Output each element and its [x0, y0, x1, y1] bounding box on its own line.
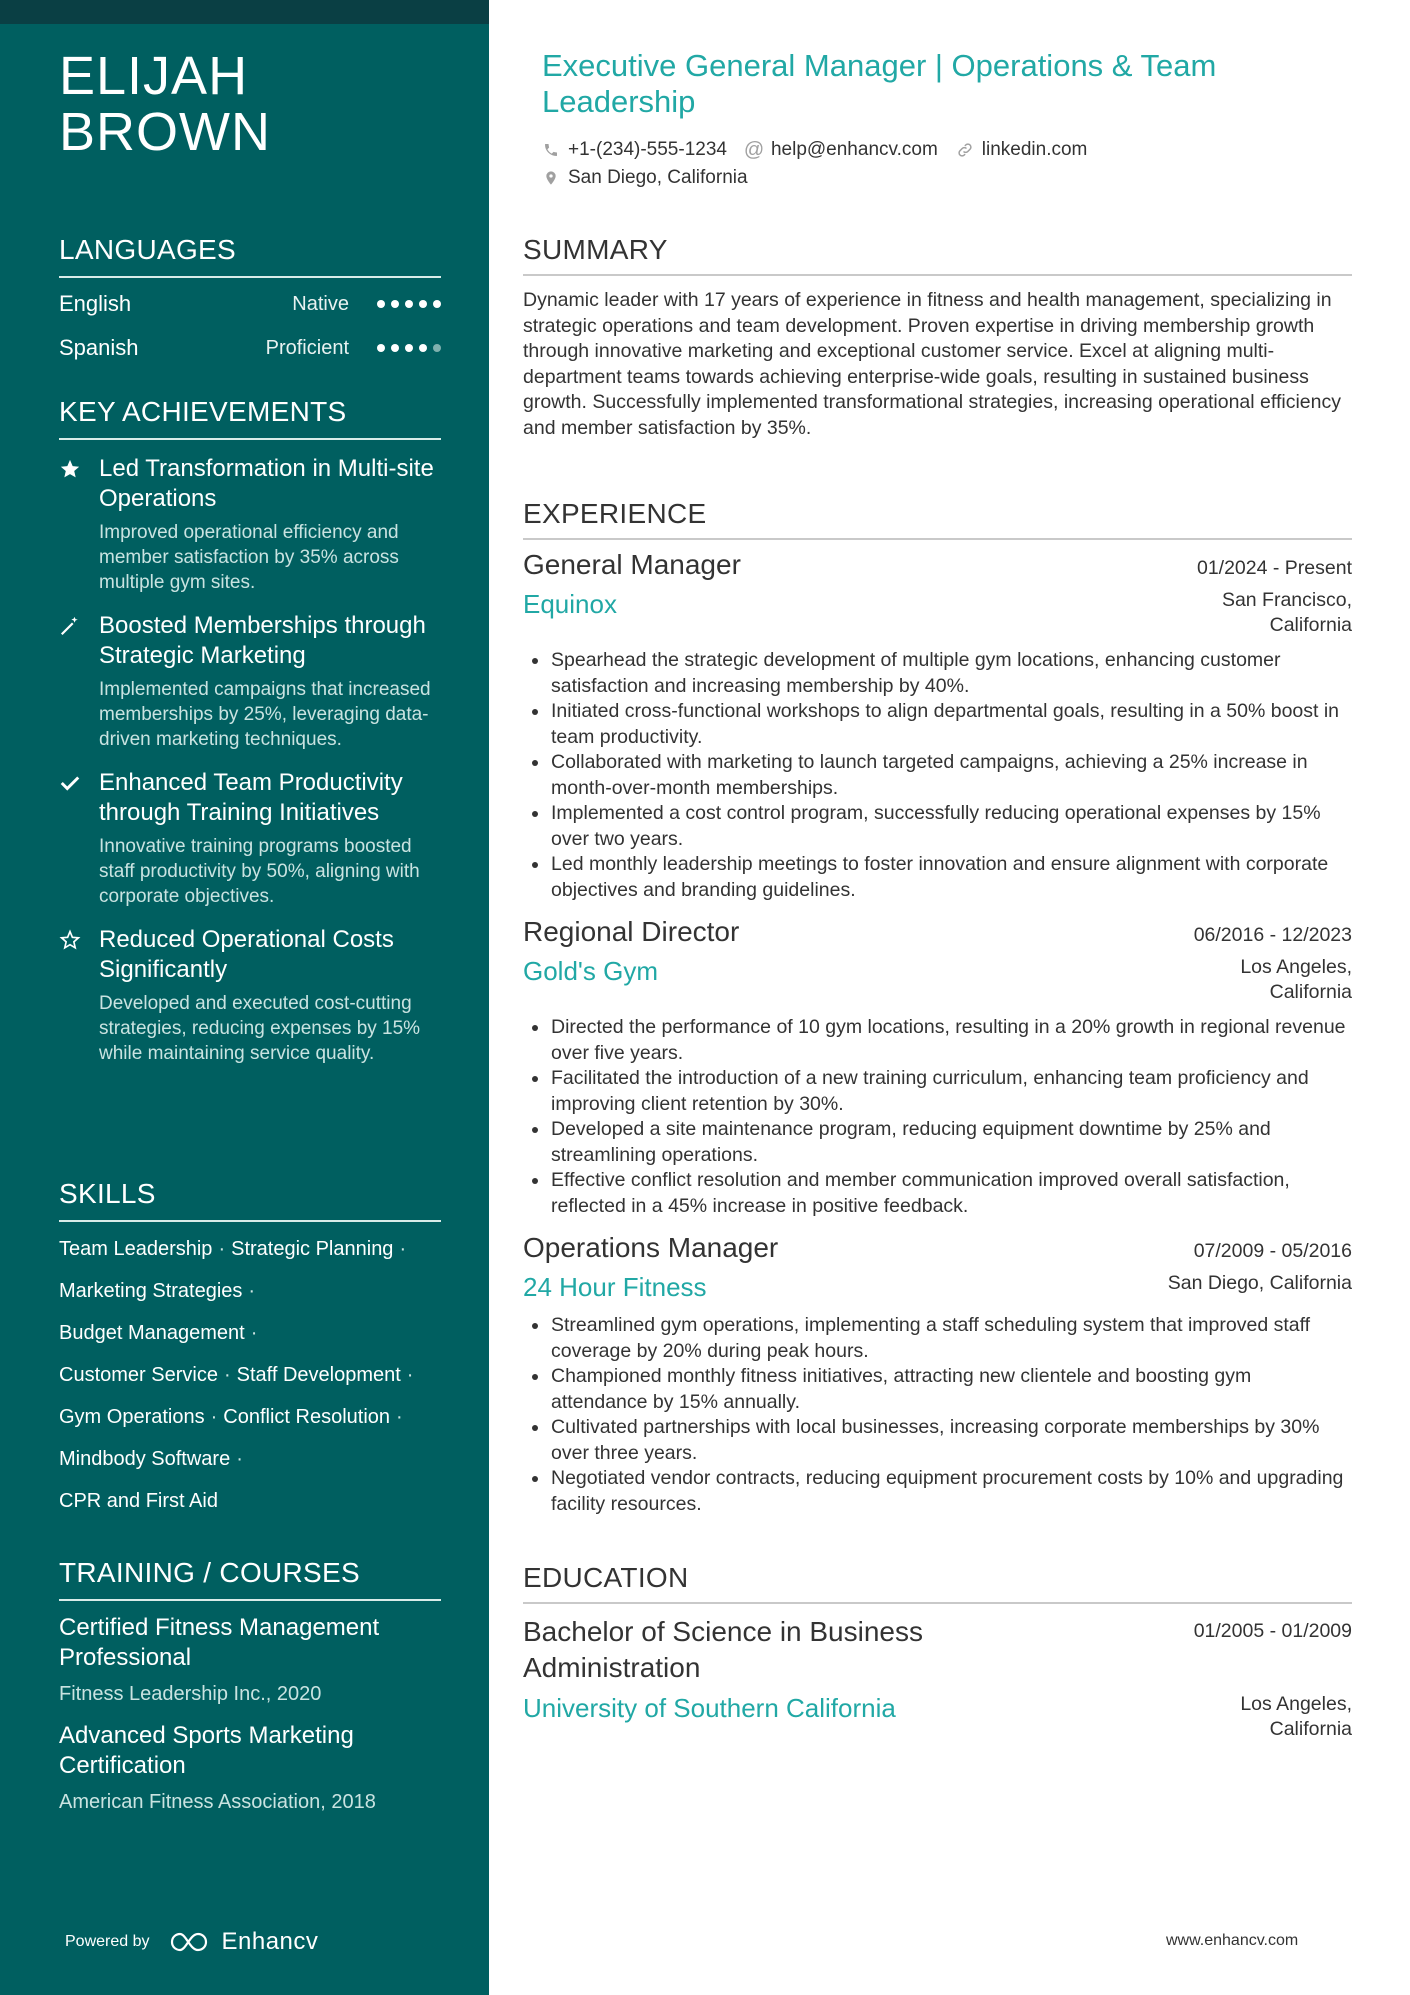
- checkmark-icon: [59, 768, 99, 909]
- language-rating: [377, 344, 441, 352]
- link-icon: [956, 141, 974, 159]
- experience-section: [523, 496, 1352, 1517]
- job-bullet: Developed a site maintenance program, reducing equipment downtime by 25% and streamlining operations.: [523, 1117, 1352, 1168]
- contact-location: [542, 167, 748, 189]
- education-heading: EDUCATION: [523, 1560, 1352, 1604]
- skill-tag: Marketing Strategies: [59, 1280, 243, 1302]
- achievement-title: Enhanced Team Productivity through Training Initiatives: [99, 769, 403, 826]
- magic-wand-icon: [59, 611, 99, 752]
- language-name: Spanish: [59, 335, 139, 360]
- job-bullet: Championed monthly fitness initiatives, attracting new clientele and boosting gym attendance by 15% annually.: [523, 1364, 1352, 1415]
- skill-separator: ·: [399, 1238, 407, 1260]
- skill-tag: Conflict Resolution: [223, 1406, 391, 1428]
- rating-dot: [405, 300, 413, 308]
- star-outline-icon: [59, 925, 99, 1066]
- at-sign-icon: @: [743, 138, 765, 161]
- languages-section: [59, 232, 441, 370]
- job-entry: [523, 915, 1352, 1219]
- location-text: San Diego, California: [568, 167, 748, 188]
- language-level: Proficient: [265, 336, 349, 359]
- job-headline: Executive General Manager | Operations & Team Leadership: [542, 48, 1217, 119]
- rating-dot: [391, 300, 399, 308]
- company-name: 24 Hour Fitness: [523, 1272, 707, 1302]
- skill-separator: ·: [406, 1364, 414, 1386]
- achievement-description: Implemented campaigns that increased memberships by 25%, leveraging data-driven marketing techniques.: [99, 679, 431, 750]
- skill-separator: ·: [223, 1364, 231, 1386]
- phone-text: +1-(234)-555-1234: [568, 139, 727, 160]
- candidate-name: [59, 48, 439, 160]
- job-bullet: Directed the performance of 10 gym locations, resulting in a 20% growth in regional revenue over five years.: [523, 1015, 1352, 1066]
- skill-tag: CPR and First Aid: [59, 1490, 218, 1512]
- achievement-title: Led Transformation in Multi-site Operations: [99, 455, 434, 512]
- skill-separator: ·: [250, 1322, 258, 1344]
- language-name: English: [59, 291, 132, 316]
- course-item: [59, 1613, 441, 1707]
- sidebar: [0, 0, 489, 1995]
- company-name: Equinox: [523, 589, 617, 619]
- rating-dot: [377, 344, 385, 352]
- language-rating: [377, 300, 441, 308]
- course-provider: American Fitness Association, 2018: [59, 1791, 376, 1813]
- skill-separator: ·: [396, 1406, 403, 1428]
- job-date: 07/2009 - 05/2016: [1193, 1240, 1352, 1262]
- achievement-item: [59, 454, 441, 595]
- education-location: Los Angeles, California: [1240, 1693, 1352, 1740]
- skill-tag: Mindbody Software: [59, 1448, 231, 1470]
- skill-row: [59, 1438, 441, 1480]
- course-title: Advanced Sports Marketing Certification: [59, 1722, 354, 1779]
- skills-heading: SKILLS: [59, 1176, 441, 1222]
- education-date: 01/2005 - 01/2009: [1193, 1620, 1352, 1642]
- enhancv-logo-icon: [170, 1931, 214, 1953]
- job-bullets: [523, 1313, 1352, 1517]
- skill-tag: Staff Development: [236, 1364, 401, 1386]
- job-bullet: Effective conflict resolution and member communication improved overall satisfaction, reflected in a 45% increase in positive feedback.: [523, 1168, 1352, 1219]
- rating-dot: [405, 344, 413, 352]
- skill-row: [59, 1396, 441, 1438]
- contact-link[interactable]: [956, 139, 1088, 161]
- job-title: Regional Director: [523, 916, 740, 947]
- achievement-description: Improved operational efficiency and member satisfaction by 35% across multiple gym sites.: [99, 522, 399, 593]
- enhancv-logo[interactable]: [170, 1928, 319, 1956]
- job-bullet: Facilitated the introduction of a new training curriculum, enhancing team proficiency and improving client retention by 30%.: [523, 1066, 1352, 1117]
- job-location: San Francisco, California: [1221, 589, 1352, 636]
- skill-separator: ·: [236, 1448, 243, 1470]
- rating-dot: [391, 344, 399, 352]
- job-date: 06/2016 - 12/2023: [1193, 924, 1352, 946]
- achievement-description: Innovative training programs boosted staff productivity by 50%, aligning with corporate objectives.: [99, 836, 420, 907]
- achievements-section: [59, 394, 441, 1066]
- job-bullet: Spearhead the strategic development of multiple gym locations, enhancing customer satisfaction and increasing membership by 40%.: [523, 648, 1352, 699]
- skill-row: [59, 1228, 441, 1270]
- email-text: help@enhancv.com: [770, 139, 938, 160]
- course-title: Certified Fitness Management Professional: [59, 1614, 380, 1671]
- sidebar-top-bar: [0, 0, 489, 24]
- achievement-item: [59, 768, 441, 909]
- course-item: [59, 1721, 441, 1815]
- skill-tag: Customer Service: [59, 1364, 218, 1386]
- training-section: [59, 1555, 441, 1815]
- achievement-title: Reduced Operational Costs Significantly: [99, 926, 394, 983]
- skill-separator: ·: [210, 1406, 218, 1428]
- skill-row: [59, 1480, 441, 1522]
- rating-dot: [419, 300, 427, 308]
- skill-tag: Team Leadership: [59, 1238, 213, 1260]
- summary-section: [523, 232, 1352, 441]
- enhancv-brand-name: Enhancv: [221, 1928, 319, 1955]
- summary-text: Dynamic leader with 17 years of experience in fitness and health management, specializing in strategic operations and team development. Proven expertise in driving membership growth through innovative marketing and exceptional customer service. Excel at aligning multi-department teams towards achieving enterprise-wide goals, resulting in sustained business growth. Successfully implemented transformational strategies, increasing operational efficiency and member satisfaction by 35%.: [523, 289, 1341, 439]
- education-section: [523, 1560, 1352, 1742]
- location-pin-icon: [542, 169, 560, 187]
- rating-dot: [433, 344, 441, 352]
- job-date: 01/2024 - Present: [1196, 557, 1352, 579]
- job-bullet: Led monthly leadership meetings to foster innovation and ensure alignment with corporate objectives and branding guidelines.: [523, 852, 1352, 903]
- powered-by: [65, 1928, 318, 1956]
- job-entry: [523, 548, 1352, 903]
- training-heading: TRAINING / COURSES: [59, 1555, 441, 1601]
- achievement-item: [59, 925, 441, 1066]
- course-provider: Fitness Leadership Inc., 2020: [59, 1683, 322, 1705]
- job-location: Los Angeles, California: [1240, 956, 1352, 1003]
- language-row: [59, 282, 441, 326]
- school-name: University of Southern California: [523, 1693, 896, 1723]
- contact-phone[interactable]: [542, 139, 727, 161]
- rating-dot: [377, 300, 385, 308]
- achievements-heading: KEY ACHIEVEMENTS: [59, 394, 441, 440]
- skills-section: [59, 1176, 441, 1522]
- skill-row: [59, 1354, 441, 1396]
- experience-heading: EXPERIENCE: [523, 496, 1352, 540]
- degree-title: Bachelor of Science in Business Administration: [523, 1616, 923, 1683]
- job-bullet: Streamlined gym operations, implementing a staff scheduling system that improved staff coverage by 20% during peak hours.: [523, 1313, 1352, 1364]
- languages-heading: LANGUAGES: [59, 232, 441, 278]
- job-entry: [523, 1231, 1352, 1517]
- skill-tag: Budget Management: [59, 1322, 245, 1344]
- candidate-last-name: BROWN: [59, 102, 271, 162]
- rating-dot: [433, 300, 441, 308]
- skill-row: [59, 1270, 441, 1312]
- link-text: linkedin.com: [981, 139, 1088, 160]
- job-location: San Diego, California: [1167, 1272, 1352, 1294]
- skill-separator: ·: [218, 1238, 226, 1260]
- skill-tag: Gym Operations: [59, 1406, 205, 1428]
- rating-dot: [419, 344, 427, 352]
- job-title: General Manager: [523, 549, 741, 580]
- job-bullet: Collaborated with marketing to launch targeted campaigns, achieving a 25% increase in month-over-month memberships.: [523, 750, 1352, 801]
- language-level: Native: [292, 292, 349, 315]
- experience-list: [523, 548, 1352, 1517]
- skill-row: [59, 1312, 441, 1354]
- contact-info: [542, 136, 1342, 192]
- powered-by-label: Powered by: [65, 1933, 150, 1950]
- star-icon: [59, 454, 99, 595]
- achievement-item: [59, 611, 441, 752]
- footer-site[interactable]: www.enhancv.com: [1166, 1932, 1299, 1949]
- job-bullets: [523, 1015, 1352, 1219]
- achievement-description: Developed and executed cost-cutting strategies, reducing expenses by 15% while maintaining service quality.: [99, 993, 421, 1064]
- job-bullet: Implemented a cost control program, successfully reducing operational expenses by 15% over two years.: [523, 801, 1352, 852]
- languages-list: [59, 282, 441, 370]
- job-bullets: [523, 648, 1352, 903]
- candidate-first-name: ELIJAH: [59, 46, 249, 106]
- job-bullet: Negotiated vendor contracts, reducing equipment procurement costs by 10% and upgrading facility resources.: [523, 1466, 1352, 1517]
- job-bullet: Initiated cross-functional workshops to align departmental goals, resulting in a 50% boost in team productivity.: [523, 699, 1352, 750]
- language-row: [59, 326, 441, 370]
- skill-tag: Strategic Planning: [231, 1238, 394, 1260]
- job-title: Operations Manager: [523, 1232, 779, 1263]
- company-name: Gold's Gym: [523, 956, 658, 986]
- skill-separator: ·: [248, 1280, 256, 1302]
- skills-list: [59, 1228, 441, 1522]
- achievement-title: Boosted Memberships through Strategic Marketing: [99, 612, 426, 669]
- contact-email[interactable]: [745, 139, 938, 161]
- summary-heading: SUMMARY: [523, 232, 1352, 276]
- phone-icon: [542, 141, 560, 159]
- education-item: [523, 1614, 1352, 1742]
- job-bullet: Cultivated partnerships with local businesses, increasing corporate memberships by 30% over three years.: [523, 1415, 1352, 1466]
